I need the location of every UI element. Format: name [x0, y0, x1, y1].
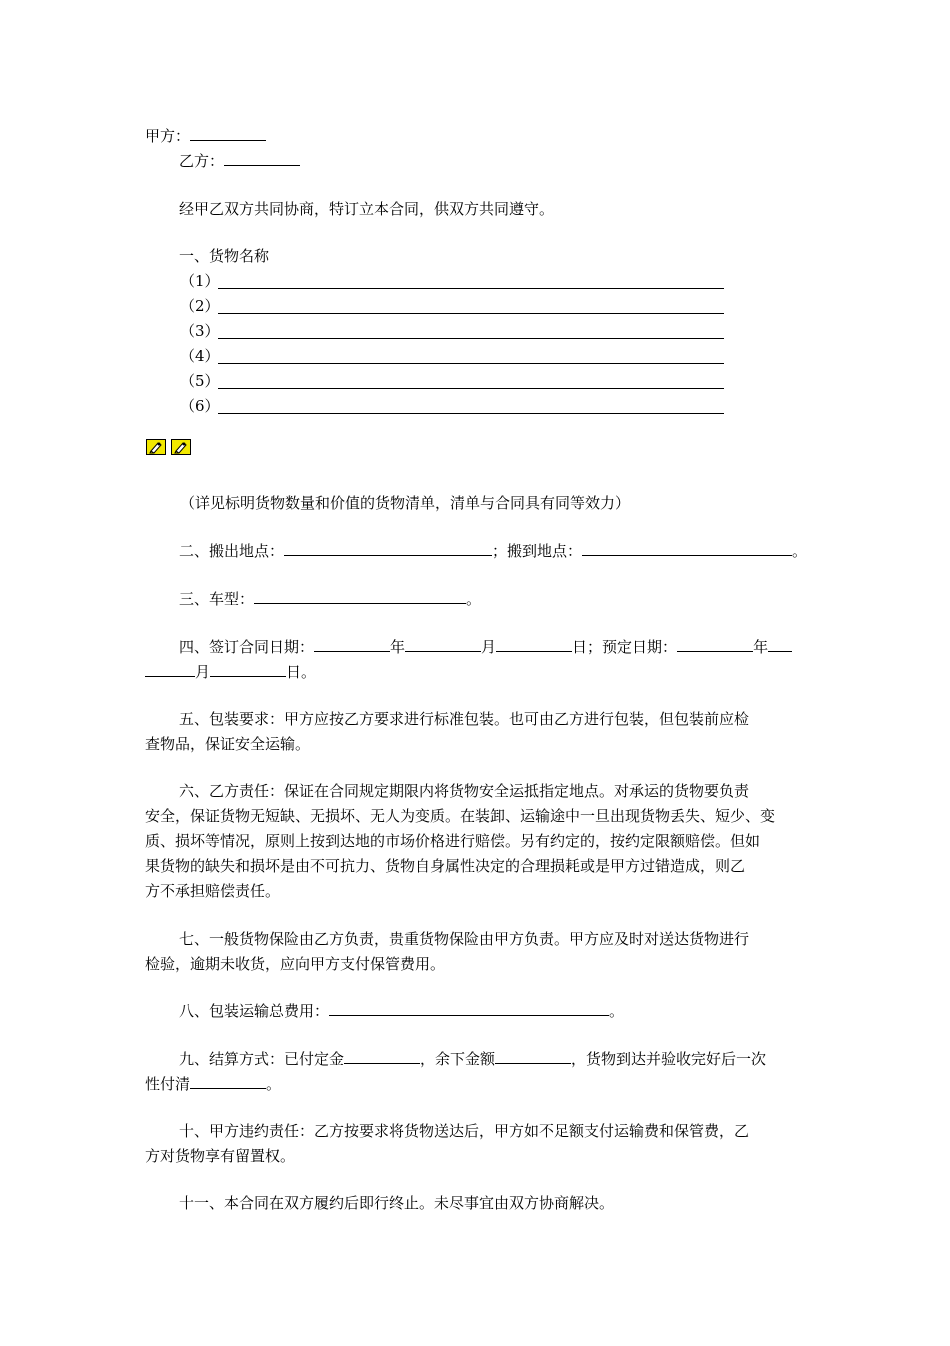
day-sep-label: 日；预定日期： [572, 638, 678, 656]
section-6-line-5: 方不承担赔偿责任。 [145, 882, 281, 900]
edit-icon[interactable] [171, 439, 191, 455]
section-3-end: 。 [466, 590, 482, 608]
year2-label: 年 [753, 638, 769, 656]
section-8-end: 。 [609, 1002, 625, 1020]
total-fee-blank [329, 1001, 609, 1016]
section-9-end: 。 [266, 1075, 282, 1093]
item-4-blank [218, 362, 724, 364]
section-2-label-b: ；搬到地点： [492, 542, 583, 560]
section-11: 十一、本合同在双方履约后即行终止。未尽事宜由双方协商解决。 [179, 1194, 615, 1212]
year-label: 年 [390, 638, 406, 656]
month2-label: 月 [195, 663, 211, 681]
sign-year-blank [314, 637, 390, 652]
deposit-blank [344, 1049, 420, 1064]
section-9-label-a: 九、结算方式：已付定金 [179, 1050, 345, 1068]
section-9-label-b: ，余下金额 [420, 1050, 496, 1068]
move-in-blank [582, 541, 792, 556]
item-1-label: （1） [180, 272, 220, 290]
party-a-line [145, 126, 266, 146]
section-9-line-2 [145, 1074, 281, 1094]
sign-day-blank [496, 637, 572, 652]
section-9-label-d: 性付清 [145, 1075, 191, 1093]
item-1-blank [218, 287, 724, 289]
move-out-blank [284, 541, 492, 556]
section-1-note: （详见标明货物数量和价值的货物清单，清单与合同具有同等效力） [180, 494, 631, 512]
section-9-line-1 [179, 1049, 766, 1069]
section-4-line-2 [145, 662, 316, 682]
final-pay-blank [190, 1074, 266, 1089]
section-6-line-2: 安全，保证货物无短缺、无损坏、无人为变质。在装卸、运输途中一旦出现货物丢失、短少、变 [145, 807, 776, 825]
section-5-line-2: 查物品，保证安全运输。 [145, 735, 311, 753]
section-1-title: 一、货物名称 [179, 247, 270, 265]
planned-year-blank [677, 637, 753, 652]
party-b-blank [224, 151, 300, 166]
item-6-blank [218, 412, 724, 414]
vehicle-type-blank [254, 589, 466, 604]
item-4-label: （4） [180, 347, 220, 365]
planned-day-blank [210, 662, 286, 677]
section-5-line-1: 五、包装要求：甲方应按乙方要求进行标准包装。也可由乙方进行包装，但包装前应检 [179, 710, 750, 728]
party-b-label: 乙方： [179, 152, 225, 170]
section-2 [179, 541, 807, 561]
planned-month-blank-start [768, 637, 792, 652]
section-2-end: 。 [792, 542, 808, 560]
section-2-label-a: 二、搬出地点： [179, 542, 285, 560]
month-label: 月 [481, 638, 497, 656]
item-5-blank [218, 387, 724, 389]
party-a-label: 甲方： [145, 127, 191, 145]
section-3-label: 三、车型： [179, 590, 255, 608]
item-3-label: （3） [180, 322, 220, 340]
section-10-line-2: 方对货物享有留置权。 [145, 1147, 296, 1165]
section-6-line-3: 质、损坏等情况，原则上按到达地的市场价格进行赔偿。另有约定的，按约定限额赔偿。但如 [145, 832, 761, 850]
section-8-label: 八、包装运输总费用： [179, 1002, 330, 1020]
day2-label: 日。 [286, 663, 317, 681]
item-2-label: （2） [180, 297, 220, 315]
section-4-line-1 [179, 637, 792, 657]
item-2-blank [218, 312, 724, 314]
section-6-line-1: 六、乙方责任：保证在合同规定期限内将货物安全运抵指定地点。对承运的货物要负责 [179, 782, 750, 800]
party-b-line [179, 151, 300, 171]
intro-text: 经甲乙双方共同协商，特订立本合同，供双方共同遵守。 [179, 200, 555, 218]
balance-blank [495, 1049, 571, 1064]
section-3 [179, 589, 481, 609]
section-8 [179, 1001, 624, 1021]
section-4-label: 四、签订合同日期： [179, 638, 315, 656]
section-7-line-1: 七、一般货物保险由乙方负责，贵重货物保险由甲方负责。甲方应及时对送达货物进行 [179, 930, 750, 948]
item-3-blank [218, 337, 724, 339]
sign-month-blank [405, 637, 481, 652]
section-9-label-c: ，货物到达并验收完好后一次 [571, 1050, 767, 1068]
edit-icon[interactable] [146, 439, 166, 455]
item-5-label: （5） [180, 372, 220, 390]
section-10-line-1: 十、甲方违约责任：乙方按要求将货物送达后，甲方如不足额支付运输费和保管费，乙 [179, 1122, 750, 1140]
section-6-line-4: 果货物的缺失和损坏是由不可抗力、货物自身属性决定的合理损耗或是甲方过错造成，则乙 [145, 857, 746, 875]
section-7-line-2: 检验，逾期未收货，应向甲方支付保管费用。 [145, 955, 446, 973]
item-6-label: （6） [180, 397, 220, 415]
party-a-blank [190, 126, 266, 141]
planned-month-blank-end [145, 662, 195, 677]
